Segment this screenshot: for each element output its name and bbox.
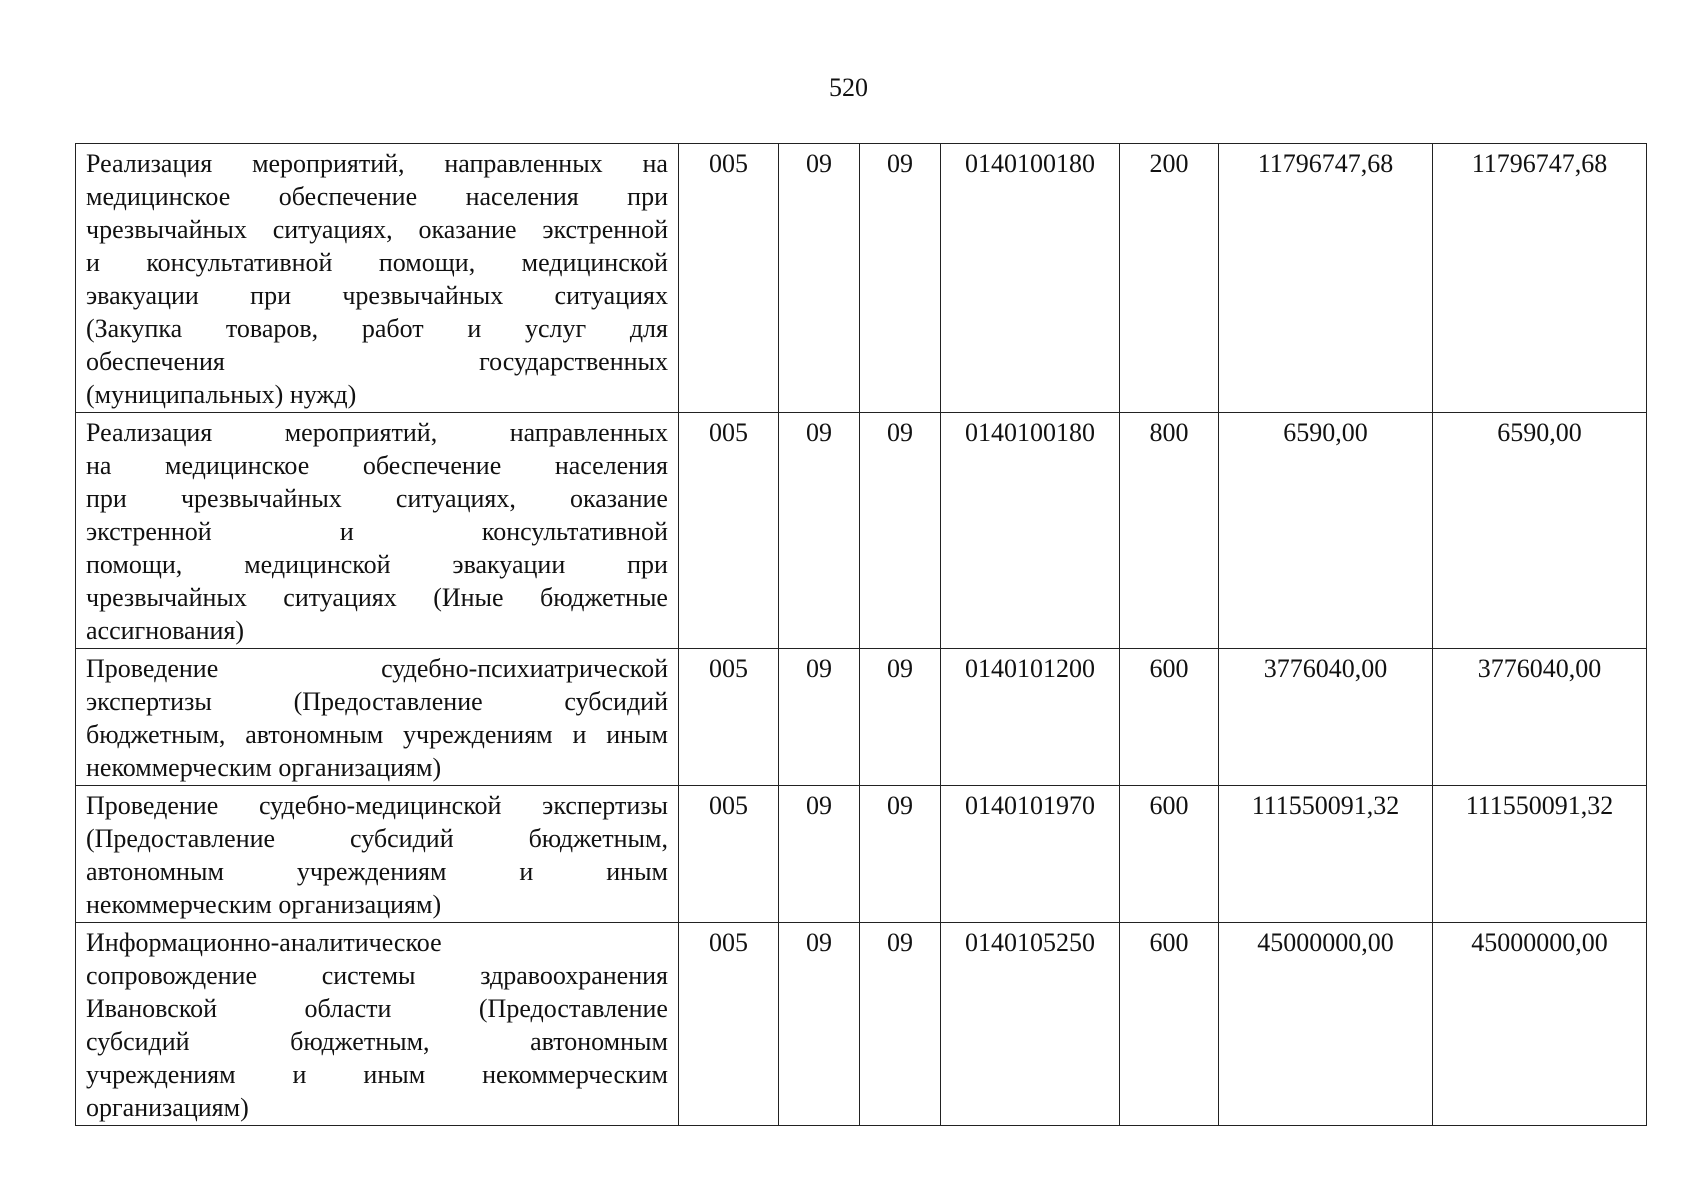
description-line: [86, 180, 668, 213]
description-word: мероприятий,: [284, 418, 438, 447]
description-line: [86, 515, 668, 548]
description-text: организациям): [86, 1093, 249, 1122]
description-word: автономным: [530, 1027, 668, 1056]
description-line: [86, 548, 668, 581]
description-word: сопровождение: [86, 961, 258, 990]
description-word: помощи,: [86, 550, 183, 579]
description-word: экстренной: [542, 215, 668, 244]
description-word: автономным: [245, 720, 384, 749]
description-word: ситуациях,: [395, 484, 516, 513]
description-word: иным: [363, 1060, 426, 1089]
description-word: при: [627, 550, 668, 579]
subsection-code-cell: 09: [860, 649, 941, 786]
description-word: и: [86, 248, 100, 277]
description-word: субсидий: [86, 1027, 190, 1056]
subsection-code-cell: 09: [860, 786, 941, 923]
description-line: [86, 855, 668, 888]
description-word: мероприятий,: [252, 149, 405, 178]
description-word: направленных: [509, 418, 668, 447]
subsection-code-cell: 09: [860, 144, 941, 413]
amount-year-2-cell: 11796747,68: [1433, 144, 1647, 413]
description-word: оказание: [570, 484, 668, 513]
description-line: [86, 416, 668, 449]
description-line: [86, 147, 668, 180]
description-word: медицинской: [521, 248, 668, 277]
description-word: чрезвычайных: [86, 583, 247, 612]
description-word: медицинское: [165, 451, 310, 480]
description-line: [86, 1058, 668, 1091]
budget-table: [75, 143, 1647, 1126]
description-word: экстренной: [86, 517, 212, 546]
page-number: 520: [829, 73, 868, 102]
section-code-cell: 09: [779, 413, 860, 649]
description-line: [86, 449, 668, 482]
description-word: области: [304, 994, 392, 1023]
description-line: [86, 888, 668, 921]
description-text: Информационно-аналитическое: [86, 928, 442, 957]
description-word: работ: [361, 314, 424, 343]
description-word: (Предоставление: [86, 824, 276, 853]
description-word: Проведение: [86, 791, 219, 820]
description-word: системы: [321, 961, 416, 990]
description-line: [86, 312, 668, 345]
description-word: при: [250, 281, 291, 310]
description-word: для: [629, 314, 668, 343]
description-word: товаров,: [225, 314, 319, 343]
description-cell: [76, 923, 679, 1126]
description-word: направленных: [444, 149, 603, 178]
description-word: при: [86, 484, 127, 513]
amount-year-1-cell: 111550091,32: [1219, 786, 1433, 923]
description-line: [86, 652, 668, 685]
table-row: [76, 923, 1647, 1126]
description-line: [86, 482, 668, 515]
expense-type-cell: 200: [1120, 144, 1219, 413]
ministry-code-cell: 005: [679, 786, 779, 923]
description-line: [86, 213, 668, 246]
description-text: ассигнования): [86, 616, 245, 645]
description-word: ситуациях,: [272, 215, 393, 244]
description-word: при: [627, 182, 668, 211]
ministry-code-cell: 005: [679, 144, 779, 413]
description-line: [86, 789, 668, 822]
description-word: автономным: [86, 857, 224, 886]
description-line: [86, 685, 668, 718]
ministry-code-cell: 005: [679, 649, 779, 786]
target-article-cell: 0140101200: [941, 649, 1120, 786]
description-word: бюджетным,: [528, 824, 668, 853]
description-word: Проведение: [86, 654, 219, 683]
description-word: обеспечение: [362, 451, 502, 480]
description-word: (Закупка: [86, 314, 183, 343]
description-word: оказание: [418, 215, 517, 244]
amount-year-1-cell: 11796747,68: [1219, 144, 1433, 413]
description-line: [86, 926, 668, 959]
description-cell: [76, 144, 679, 413]
description-word: консультативной: [481, 517, 668, 546]
description-word: экспертизы: [542, 791, 668, 820]
target-article-cell: 0140100180: [941, 144, 1120, 413]
description-word: и: [572, 720, 587, 749]
description-text: некоммерческим организациям): [86, 890, 442, 919]
description-line: [86, 246, 668, 279]
description-word: и: [339, 517, 354, 546]
section-code-cell: 09: [779, 649, 860, 786]
description-word: чрезвычайных: [180, 484, 342, 513]
budget-table-body: [76, 144, 1647, 1126]
section-code-cell: 09: [779, 144, 860, 413]
table-row: [76, 144, 1647, 413]
description-word: здравоохранения: [480, 961, 668, 990]
description-word: чрезвычайных: [342, 281, 504, 310]
description-word: населения: [554, 451, 668, 480]
description-line: [86, 345, 668, 378]
section-code-cell: 09: [779, 923, 860, 1126]
description-word: и: [519, 857, 534, 886]
description-text: (муниципальных) нужд): [86, 380, 357, 409]
amount-year-1-cell: 6590,00: [1219, 413, 1433, 649]
description-word: медицинское: [86, 182, 231, 211]
description-word: (Предоставление: [478, 994, 668, 1023]
description-line: [86, 279, 668, 312]
description-cell: [76, 649, 679, 786]
description-word: экспертизы: [86, 687, 212, 716]
description-word: чрезвычайных: [86, 215, 247, 244]
description-word: субсидий: [350, 824, 454, 853]
description-word: ситуациях: [283, 583, 397, 612]
amount-year-2-cell: 111550091,32: [1433, 786, 1647, 923]
subsection-code-cell: 09: [860, 413, 941, 649]
description-word: консультативной: [146, 248, 333, 277]
description-word: субсидий: [564, 687, 668, 716]
expense-type-cell: 800: [1120, 413, 1219, 649]
description-word: на: [86, 451, 112, 480]
description-word: учреждениям: [403, 720, 553, 749]
description-word: бюджетным,: [86, 720, 226, 749]
description-word: (Иные: [433, 583, 504, 612]
amount-year-1-cell: 3776040,00: [1219, 649, 1433, 786]
expense-type-cell: 600: [1120, 786, 1219, 923]
table-row: [76, 786, 1647, 923]
description-word: Ивановской: [86, 994, 218, 1023]
description-word: Реализация: [86, 149, 213, 178]
description-word: и: [292, 1060, 307, 1089]
description-word: ситуациях: [554, 281, 668, 310]
description-word: и: [467, 314, 482, 343]
ministry-code-cell: 005: [679, 923, 779, 1126]
description-word: эвакуации: [86, 281, 199, 310]
description-text: некоммерческим организациям): [86, 753, 442, 782]
subsection-code-cell: 09: [860, 923, 941, 1126]
description-word: учреждениям: [296, 857, 447, 886]
expense-type-cell: 600: [1120, 923, 1219, 1126]
description-word: населения: [465, 182, 579, 211]
amount-year-2-cell: 6590,00: [1433, 413, 1647, 649]
description-word: Реализация: [86, 418, 213, 447]
description-word: судебно-психиатрической: [381, 654, 668, 683]
target-article-cell: 0140105250: [941, 923, 1120, 1126]
amount-year-2-cell: 3776040,00: [1433, 649, 1647, 786]
expense-type-cell: 600: [1120, 649, 1219, 786]
description-line: [86, 751, 668, 784]
description-word: судебно-медицинской: [258, 791, 502, 820]
amount-year-1-cell: 45000000,00: [1219, 923, 1433, 1126]
ministry-code-cell: 005: [679, 413, 779, 649]
table-row: [76, 413, 1647, 649]
description-line: [86, 718, 668, 751]
description-word: на: [642, 149, 668, 178]
description-word: помощи,: [378, 248, 476, 277]
description-line: [86, 614, 668, 647]
description-word: обеспечение: [278, 182, 418, 211]
description-line: [86, 992, 668, 1025]
description-word: эвакуации: [452, 550, 566, 579]
description-line: [86, 1025, 668, 1058]
section-code-cell: 09: [779, 786, 860, 923]
description-word: (Предоставление: [293, 687, 483, 716]
description-word: иным: [606, 720, 668, 749]
description-word: иным: [606, 857, 668, 886]
description-line: [86, 822, 668, 855]
description-cell: [76, 413, 679, 649]
amount-year-2-cell: 45000000,00: [1433, 923, 1647, 1126]
description-word: бюджетным,: [290, 1027, 430, 1056]
target-article-cell: 0140100180: [941, 413, 1120, 649]
description-word: учреждениям: [86, 1060, 236, 1089]
description-word: бюджетные: [539, 583, 668, 612]
table-row: [76, 649, 1647, 786]
description-line: [86, 581, 668, 614]
description-line: [86, 959, 668, 992]
description-word: обеспечения: [86, 347, 225, 376]
description-cell: [76, 786, 679, 923]
description-word: медицинской: [244, 550, 391, 579]
description-line: [86, 1091, 668, 1124]
target-article-cell: 0140101970: [941, 786, 1120, 923]
description-word: некоммерческим: [482, 1060, 668, 1089]
description-line: [86, 378, 668, 411]
description-word: услуг: [524, 314, 587, 343]
description-word: государственных: [479, 347, 668, 376]
